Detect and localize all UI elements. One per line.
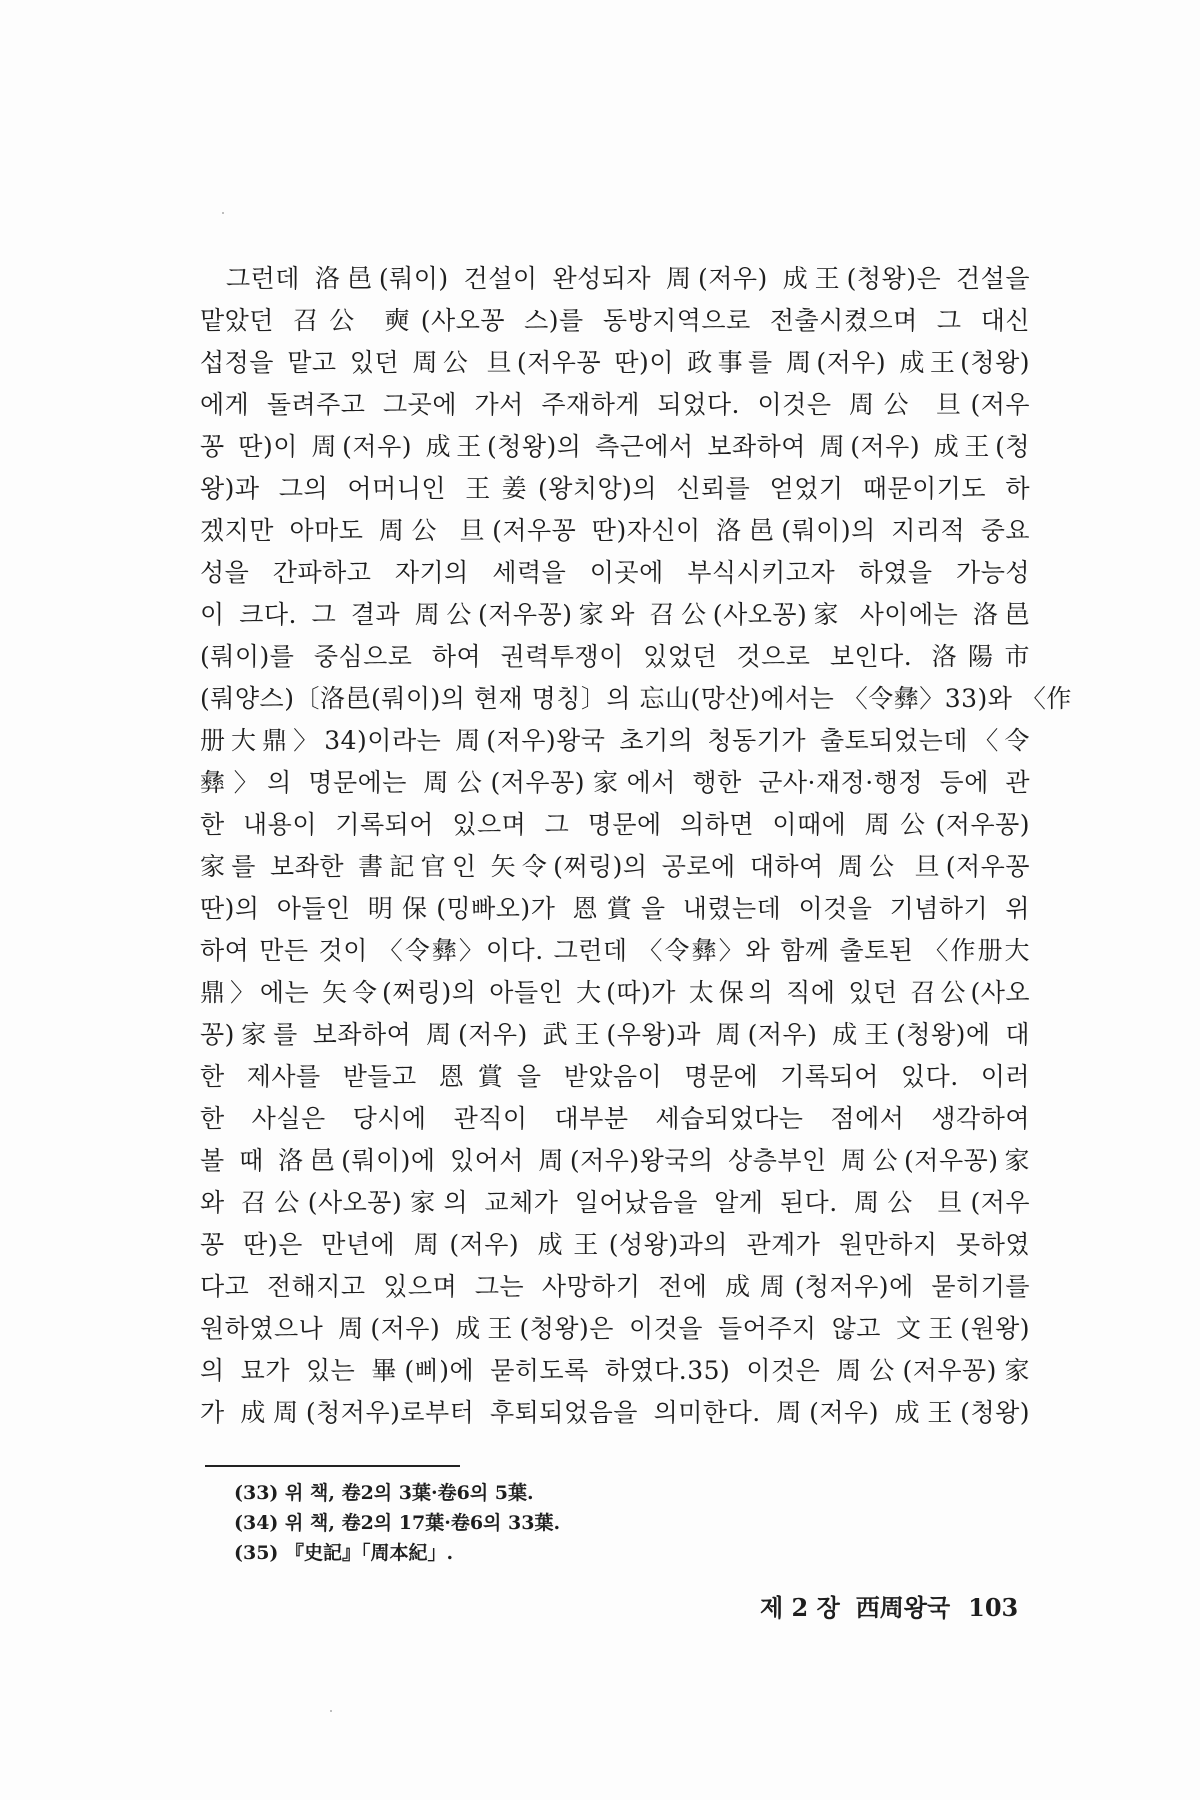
text-line: 꽁 딴)은 만년에 周(저우) 成王(성왕)과의 관계가 원만하지 못하였	[200, 1230, 1030, 1259]
text-line: 册大鼎〉34)이라는 周(저우)왕국 초기의 청동기가 출토되었는데〈令	[200, 726, 1030, 755]
page-number: 103	[968, 1593, 1019, 1622]
text-line: 맡았던 召公 奭(사오꽁 스)를 동방지역으로 전출시켰으며 그 대신	[200, 306, 1030, 335]
chapter-label: 제 2 장	[760, 1593, 840, 1622]
scan-speck	[222, 212, 224, 214]
text-line: 와 召公(사오꽁)家의 교체가 일어났음을 알게 된다. 周公 旦(저우	[200, 1188, 1030, 1217]
text-line: (뤄양스)〔洛邑(뤄이)의 현재 명칭〕의 忘山(망산)에서는 〈令彝〉33)와 〈作	[200, 684, 1072, 713]
text-line: 한 제사를 받들고 恩賞을 받았음이 명문에 기록되어 있다. 이러	[200, 1062, 1030, 1091]
footnote-33: (33) 위 책, 卷2의 3葉·卷6의 5葉.	[234, 1482, 534, 1504]
text-line: 딴)의 아들인 明保(밍빠오)가 恩賞을 내렸는데 이것을 기념하기 위	[200, 894, 1030, 923]
text-line: 섭정을 맡고 있던 周公 旦(저우꽁 딴)이 政事를 周(저우) 成王(청왕)	[200, 348, 1030, 377]
text-line: 에게 돌려주고 그곳에 가서 주재하게 되었다. 이것은 周公 旦(저우	[200, 390, 1030, 419]
text-line: (뤄이)를 중심으로 하여 권력투쟁이 있었던 것으로 보인다. 洛陽市	[200, 642, 1030, 671]
text-line: 하여 만든 것이 〈令彝〉이다. 그런데 〈令彝〉와 함께 출토된 〈作册大	[200, 936, 1030, 965]
text-line: 왕)과 그의 어머니인 王姜(왕치앙)의 신뢰를 얻었기 때문이기도 하	[200, 474, 1030, 503]
footnote-divider	[205, 1465, 460, 1467]
section-title: 西周왕국	[855, 1593, 951, 1622]
text-line: 꽁)家를 보좌하여 周(저우) 武王(우왕)과 周(저우) 成王(청왕)에 대	[200, 1020, 1030, 1049]
text-line: 家를 보좌한 書記官인 矢令(쩌링)의 공로에 대하여 周公 旦(저우꽁	[200, 852, 1030, 881]
text-line: 한 내용이 기록되어 있으며 그 명문에 의하면 이때에 周公(저우꽁)	[200, 810, 1030, 839]
text-line: 원하였으나 周(저우) 成王(청왕)은 이것을 들어주지 않고 文王(원왕)	[200, 1314, 1030, 1343]
text-line: 彝〉의 명문에는 周公(저우꽁)家에서 행한 군사·재정·행정 등에 관	[200, 768, 1030, 797]
running-footer	[760, 1588, 1030, 1623]
scan-speck	[330, 1710, 332, 1712]
text-line: 그런데 洛邑(뤄이) 건설이 완성되자 周(저우) 成王(청왕)은 건설을	[226, 264, 1030, 293]
text-line: 가 成周(청저우)로부터 후퇴되었음을 의미한다. 周(저우) 成王(청왕)	[200, 1398, 1030, 1427]
footnotes	[234, 1478, 734, 1568]
text-line: 鼎〉에는 矢令(쩌링)의 아들인 大(따)가 太保의 직에 있던 召公(사오	[200, 978, 1030, 1007]
text-line: 볼 때 洛邑(뤄이)에 있어서 周(저우)왕국의 상층부인 周公(저우꽁)家	[200, 1146, 1030, 1175]
footnote-34: (34) 위 책, 卷2의 17葉·卷6의 33葉.	[234, 1512, 561, 1534]
text-line: 한 사실은 당시에 관직이 대부분 세습되었다는 점에서 생각하여	[200, 1104, 1030, 1133]
text-line: 성을 간파하고 자기의 세력을 이곳에 부식시키고자 하였을 가능성	[200, 558, 1030, 587]
text-line: 다고 전해지고 있으며 그는 사망하기 전에 成周(청저우)에 묻히기를	[200, 1272, 1030, 1301]
footnote-35: (35) 『史記』「周本紀」.	[234, 1542, 454, 1564]
text-line: 겠지만 아마도 周公 旦(저우꽁 딴)자신이 洛邑(뤄이)의 지리적 중요	[200, 516, 1030, 545]
text-line: 의 묘가 있는 畢(삐)에 묻히도록 하였다.35) 이것은 周公(저우꽁)家	[200, 1356, 1030, 1385]
body-text	[200, 258, 1072, 1434]
text-line: 꽁 딴)이 周(저우) 成王(청왕)의 측근에서 보좌하여 周(저우) 成王(청	[200, 432, 1030, 461]
text-line: 이 크다. 그 결과 周公(저우꽁)家와 召公(사오꽁)家 사이에는 洛邑	[200, 600, 1030, 629]
